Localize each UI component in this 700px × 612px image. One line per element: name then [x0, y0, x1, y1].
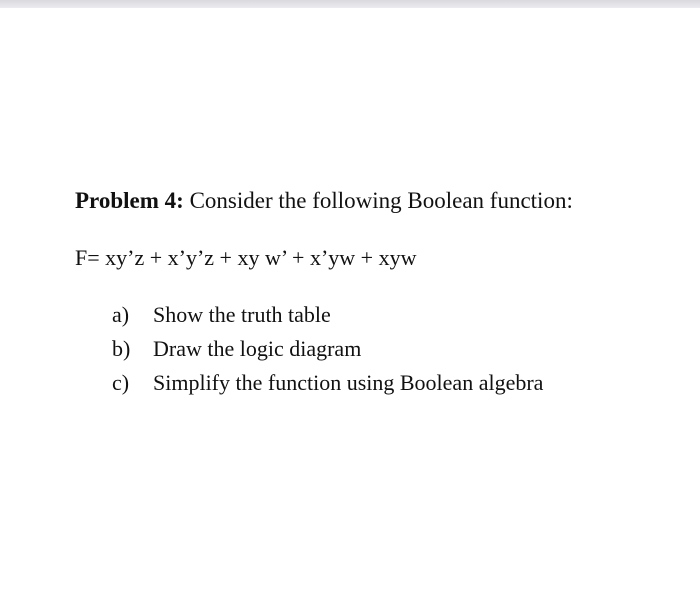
task-marker: a) [112, 302, 130, 327]
task-text: Draw the logic diagram [153, 336, 362, 361]
task-text: Simplify the function using Boolean algebra [153, 370, 544, 395]
top-edge-bar [0, 0, 700, 8]
task-text: Show the truth table [153, 302, 331, 327]
task-item-a [112, 298, 543, 332]
problem-text: Consider the following Boolean function: [189, 188, 573, 213]
problem-label: Problem 4: [75, 188, 184, 213]
task-list [112, 298, 543, 400]
task-item-b [112, 332, 543, 366]
boolean-equation: F= xy’z + x’y’z + xy w’ + x’yw + xyw [75, 245, 417, 270]
problem-heading [75, 186, 573, 216]
task-marker: c) [112, 370, 130, 395]
task-item-c [112, 366, 543, 400]
task-marker: b) [112, 336, 131, 361]
